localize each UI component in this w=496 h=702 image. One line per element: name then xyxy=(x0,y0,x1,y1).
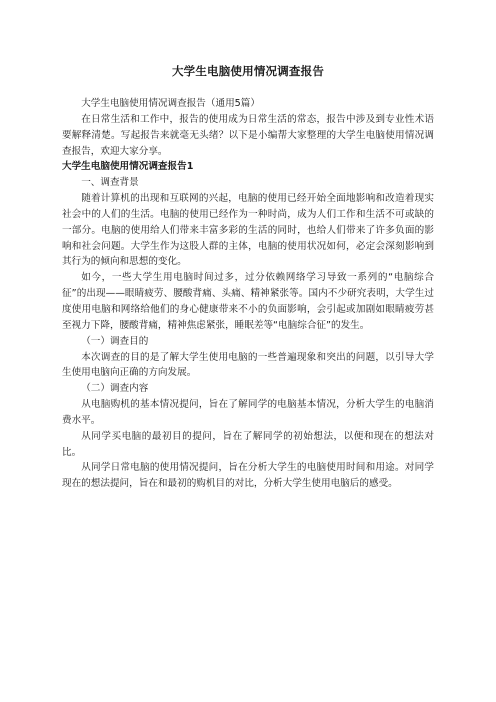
content-paragraph-2: 从同学买电脑的最初目的提问，旨在了解同学的初始想法，以便和现在的想法对比。 xyxy=(62,430,434,458)
section-heading-report-1: 大学生电脑使用情况调查报告1 xyxy=(62,161,194,173)
background-paragraph-1: 随着计算机的出现和互联网的兴起，电脑的使用已经开始全面地影响和改造着现实社会中的人们的生活。电脑的使用已经作为一种时尚，成为人们工作和生活不可或缺的一部分。电脑的使用给人们带来丰富多彩的生活的同时，也给人们带来了许多负面的影响和社会问题。大学生作为这股人群的主体，电脑的使用状况如何，必定会深刻影响到其行为的倾向和思想的变化。 xyxy=(62,193,434,268)
purpose-paragraph: 本次调查的目的是了解大学生使用电脑的一些普遍现象和突出的问题，以引导大学生使用电脑向正确的方向发展。 xyxy=(62,351,434,379)
content-paragraph-1: 从电脑购机的基本情况提问，旨在了解同学的电脑基本情况，分析大学生的电脑消费水平。 xyxy=(62,399,434,426)
heading-survey-purpose: （一）调查目的 xyxy=(81,335,149,347)
heading-survey-background: 一、调查背景 xyxy=(81,177,139,189)
content-paragraph-3: 从同学日常电脑的使用情况提问，旨在分析大学生的电脑使用时间和用途。对同学现在的想法提问，旨在和最初的购机目的对比，分析大学生使用电脑后的感受。 xyxy=(62,462,434,490)
document-body xyxy=(62,96,434,492)
subtitle-paragraph: 大学生电脑使用情况调查报告（通用5篇） xyxy=(81,98,260,109)
document-title: 大学生电脑使用情况调查报告 xyxy=(171,64,325,78)
heading-survey-content: （二）调查内容 xyxy=(81,383,149,395)
intro-paragraph: 在日常生活和工作中，报告的使用成为日常生活的常态，报告中涉及到专业性术语要解释清楚。写起报告来就毫无头绪？以下是小编帮大家整理的大学生电脑使用情况调查报告，欢迎大家分享。 xyxy=(62,113,434,157)
background-paragraph-2: 如今，一些大学生用电脑时间过多，过分依赖网络学习导致一系列的“电脑综合征”的出现——眼睛疲劳、腰酸背痛、头痛、精神紧张等。国内不少研究表明，大学生过度使用电脑和网络给他们的身心健康带来不小的负面影响，会引起或加剧如眼睛疲劳甚至视力下降，腰酸背痛，精神焦虑紧张，睡眠差等“电脑综合征”的发生。 xyxy=(62,272,434,331)
